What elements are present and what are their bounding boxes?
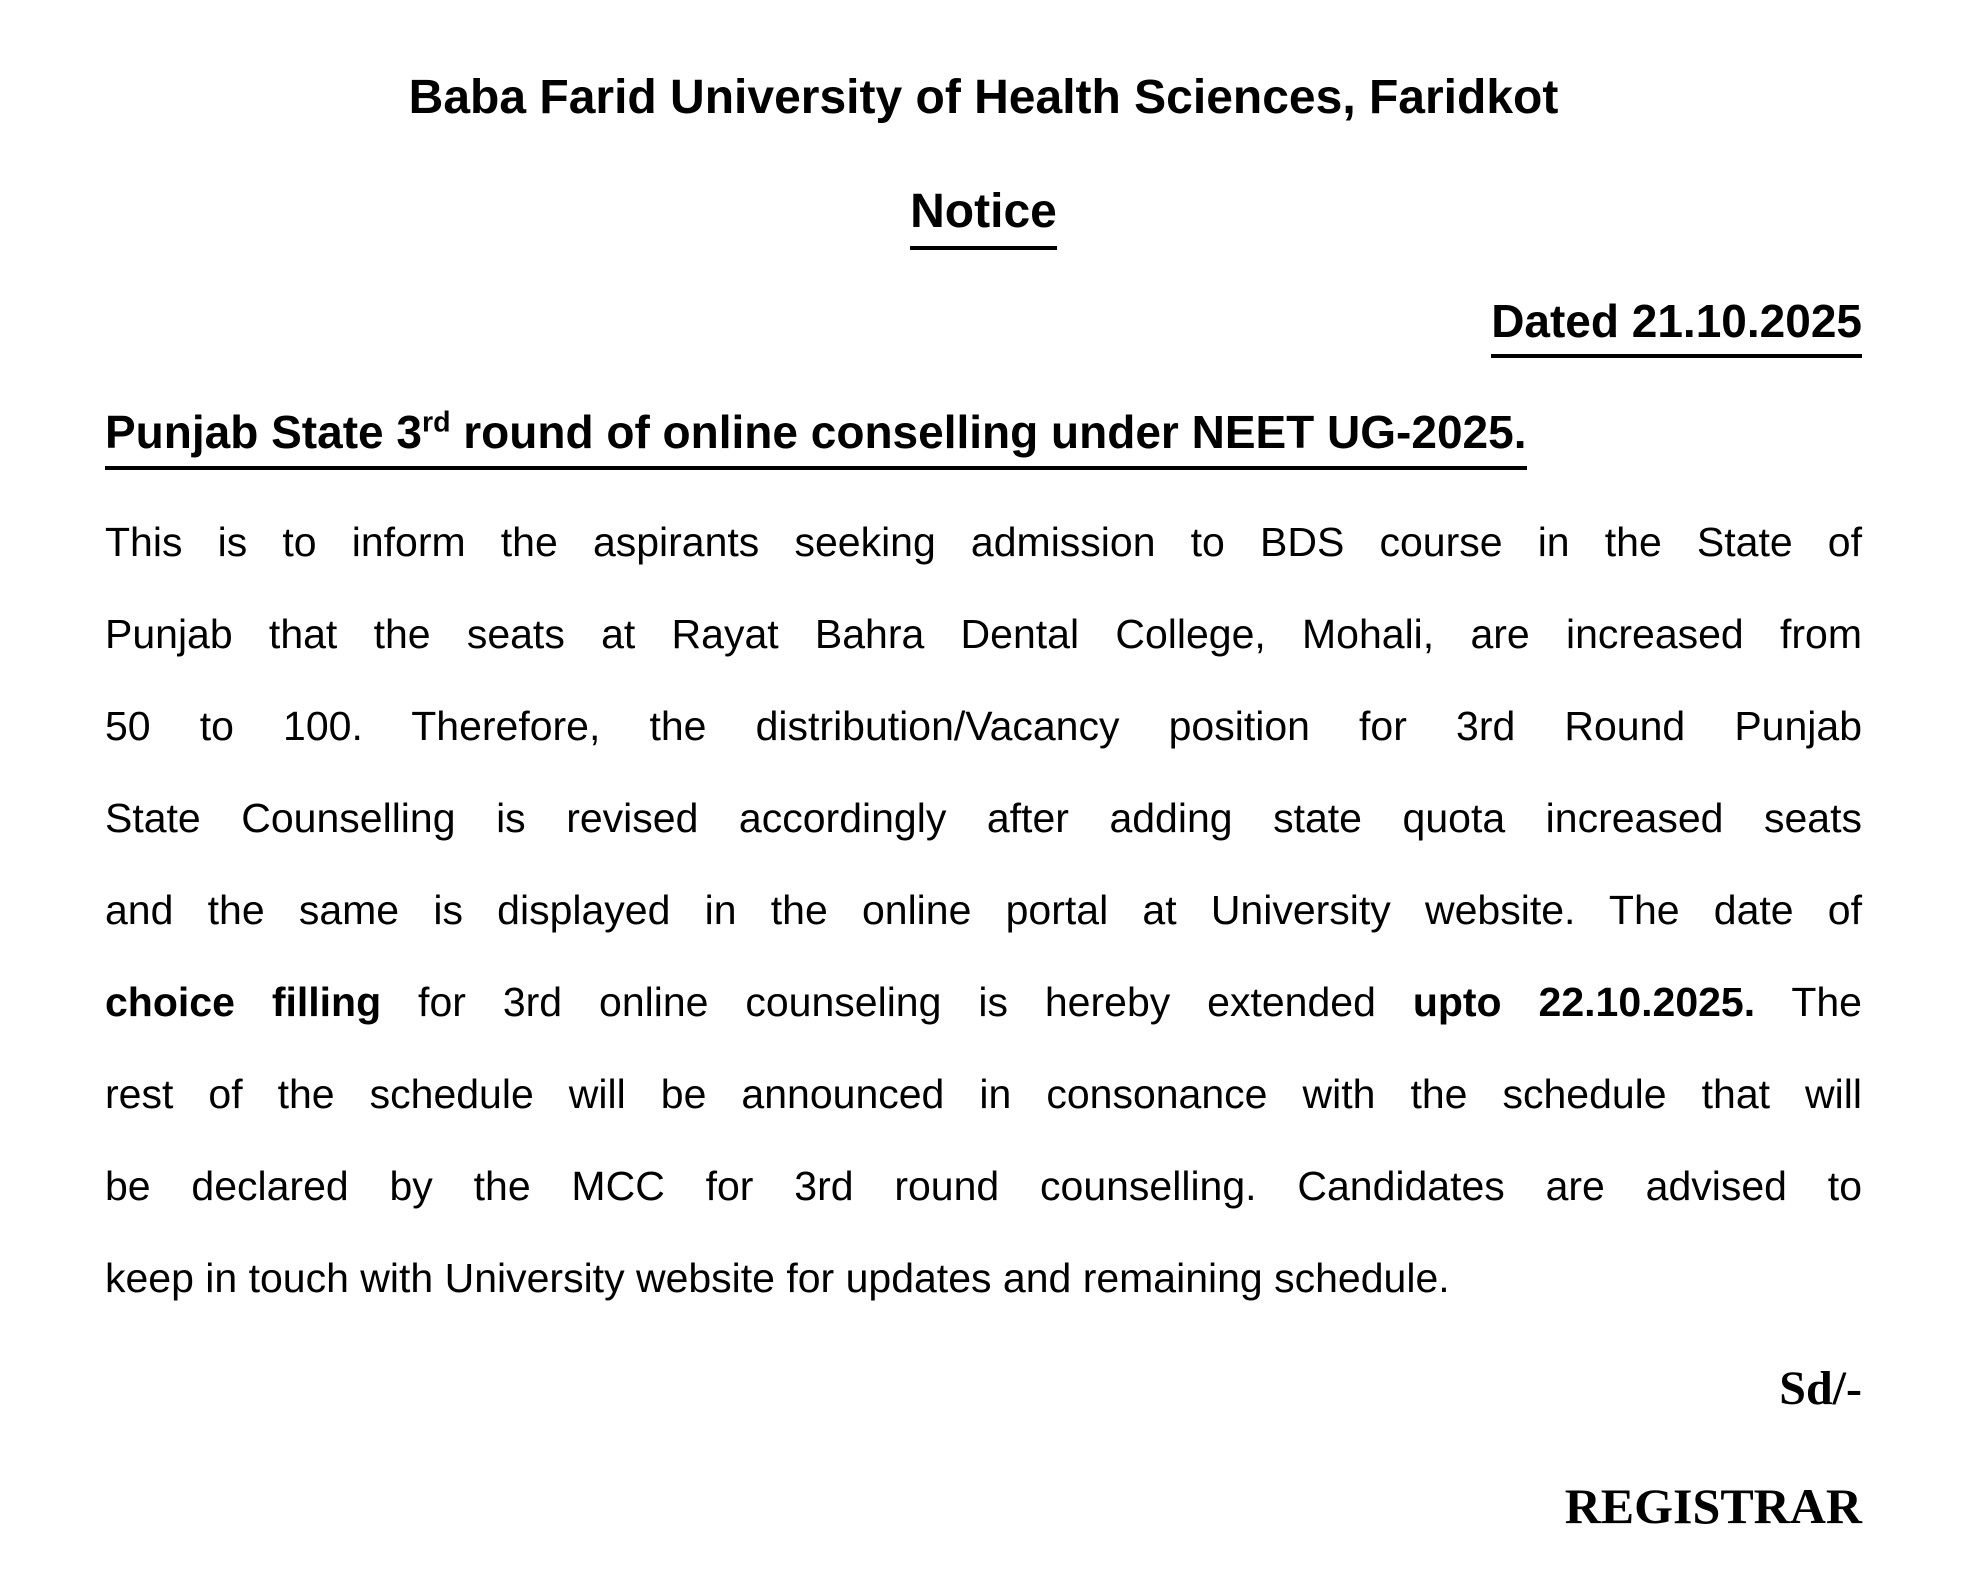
dated-label: Dated 21.10.2025 (1491, 296, 1862, 358)
dated-row (105, 296, 1862, 358)
body-line (105, 956, 1862, 1048)
body-text: This is to inform the aspirants seeking admission to BDS course in the State of (105, 519, 1862, 565)
body-line (105, 496, 1862, 588)
body-text: Punjab that the seats at Rayat Bahra Dental College, Mohali, are increased from (105, 611, 1862, 657)
body-line (105, 588, 1862, 680)
body-line (105, 1048, 1862, 1140)
subject-before-sup: Punjab State 3 (105, 406, 422, 458)
body-line (105, 1232, 1862, 1324)
signature-sd: Sd/- (1779, 1362, 1862, 1415)
body-text: for 3rd online counseling is hereby extended (381, 979, 1413, 1025)
body-text: rest of the schedule will be announced in consonance with the schedule that will (105, 1071, 1862, 1117)
body-line (105, 680, 1862, 772)
body-text: The (1755, 979, 1862, 1025)
body-text: and the same is displayed in the online portal at University website. The date of (105, 887, 1862, 933)
notice-body (105, 496, 1862, 1324)
notice-heading: Notice (910, 186, 1057, 250)
notice-heading-row (105, 186, 1862, 250)
body-text-bold: upto 22.10.2025. (1412, 979, 1756, 1025)
signature-designation: REGISTRAR (1564, 1478, 1862, 1534)
subject-line (105, 406, 1527, 470)
body-text: 50 to 100. Therefore, the distribution/Vacancy position for 3rd Round Punjab (105, 703, 1862, 749)
subject-row (105, 406, 1862, 470)
body-text: be declared by the MCC for 3rd round counselling. Candidates are advised to (105, 1163, 1862, 1209)
university-title: Baba Farid University of Health Sciences, Faridkot (408, 71, 1559, 124)
body-line (105, 864, 1862, 956)
subject-after-sup: round of online conselling under NEET UG-2025. (450, 406, 1527, 458)
body-text-bold: choice filling (105, 979, 382, 1025)
subject-superscript: rd (421, 406, 451, 439)
body-text: State Counselling is revised accordingly after adding state quota increased seats (105, 795, 1862, 841)
body-text: keep in touch with University website for updates and remaining schedule. (105, 1255, 1450, 1301)
body-line (105, 772, 1862, 864)
body-line (105, 1140, 1862, 1232)
